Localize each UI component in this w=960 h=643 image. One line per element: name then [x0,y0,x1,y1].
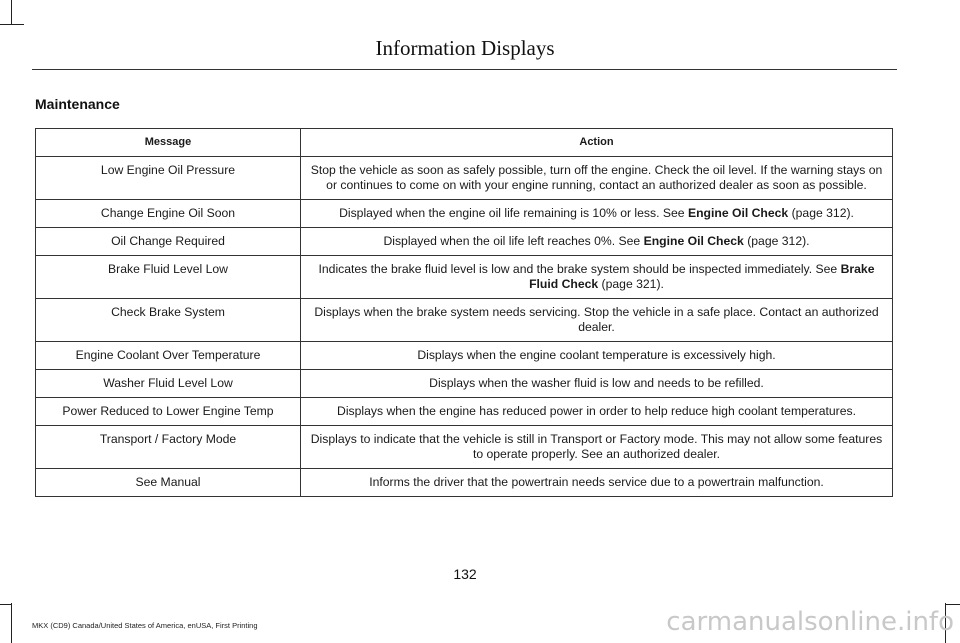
message-cell: Transport / Factory Mode [36,426,301,469]
table-row [36,157,893,200]
column-header-action: Action [301,129,893,157]
table-row [36,342,893,370]
action-page-ref: (page 312). [743,234,810,248]
action-cell: Informs the driver that the powertrain needs service due to a powertrain malfunction. [301,469,893,497]
table-header-row [36,129,893,157]
table-row [36,228,893,256]
message-cell: Power Reduced to Lower Engine Temp [36,398,301,426]
table-row [36,200,893,228]
maintenance-table [35,128,893,497]
page-number: 132 [453,566,477,582]
crop-mark [11,603,12,643]
section-title: Maintenance [35,96,120,112]
message-cell: Low Engine Oil Pressure [36,157,301,200]
action-cell: Stop the vehicle as soon as safely possible, turn off the engine. Check the oil level. If the warning stays on or continues to come on with your engine running, contact an authorized dealer as soon as possible. [301,157,893,200]
table-row [36,469,893,497]
header-divider [32,69,897,70]
action-cell: Displays when the washer fluid is low and needs to be refilled. [301,370,893,398]
message-cell: Check Brake System [36,299,301,342]
table-row [36,299,893,342]
action-text: Displayed when the engine oil life remaining is 10% or less. See [339,206,688,220]
crop-mark [0,604,12,605]
action-page-ref: (page 312). [788,206,854,220]
table-row [36,256,893,299]
cross-reference-link[interactable]: Engine Oil Check [643,234,744,248]
table-row [36,370,893,398]
action-cell [301,200,893,228]
cross-reference-link[interactable]: Engine Oil Check [687,206,789,220]
message-cell: See Manual [36,469,301,497]
table-row [36,426,893,469]
action-text: Indicates the brake fluid level is low and the brake system should be inspected immediately. See [318,262,841,276]
message-cell: Brake Fluid Level Low [36,256,301,299]
action-page-ref: (page 321). [598,277,664,291]
crop-mark [0,24,24,25]
crop-mark [11,0,12,24]
message-cell: Change Engine Oil Soon [36,200,301,228]
action-cell [301,228,893,256]
table-row [36,398,893,426]
footer-text: MKX (CD9) Canada/United States of America, enUSA, First Printing [32,621,258,630]
message-cell: Washer Fluid Level Low [36,370,301,398]
page-header-title: Information Displays [375,36,555,60]
cross-reference-link[interactable]: Brake Fluid Check [529,262,875,291]
action-cell: Displays to indicate that the vehicle is still in Transport or Factory mode. This may not allow some features to operate properly. See an authorized dealer. [301,426,893,469]
column-header-message: Message [36,129,301,157]
message-cell: Oil Change Required [36,228,301,256]
action-cell: Displays when the brake system needs servicing. Stop the vehicle in a safe place. Contact an authorized dealer. [301,299,893,342]
action-cell: Displays when the engine coolant temperature is excessively high. [301,342,893,370]
crop-mark [945,604,960,605]
action-text: Displayed when the oil life left reaches 0%. See [383,234,644,248]
action-cell [301,256,893,299]
message-cell: Engine Coolant Over Temperature [36,342,301,370]
action-cell: Displays when the engine has reduced power in order to help reduce high coolant temperatures. [301,398,893,426]
watermark-logo: carmanualsonline.info [666,607,954,637]
